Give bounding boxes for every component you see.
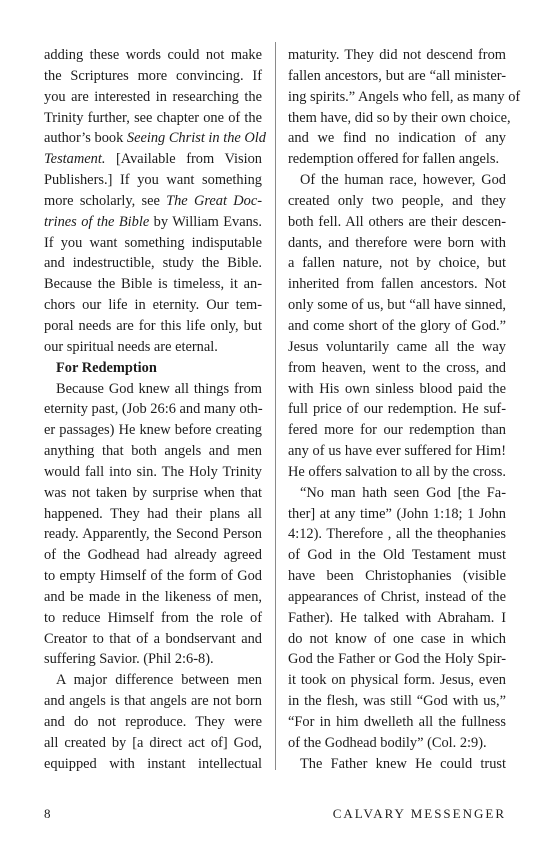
line-text: have been Christophanies (visible xyxy=(288,568,506,585)
line-text: and we find no indication of any xyxy=(288,130,506,147)
line-text: fered more for our redemption than xyxy=(288,422,506,439)
line-text: full price of our redemption. He suf- xyxy=(288,401,506,418)
line-text: happened. They had their plans all xyxy=(44,505,262,522)
line-text: author’s book xyxy=(44,130,127,147)
text-line xyxy=(44,670,262,691)
line-text: would fall into sin. The Holy Trinity xyxy=(44,463,262,480)
text-line xyxy=(288,233,506,254)
text-line xyxy=(44,441,262,462)
text-line xyxy=(288,295,506,316)
section-heading xyxy=(44,358,262,379)
line-text: er passages) He knew before creating xyxy=(44,422,262,439)
text-line xyxy=(44,483,262,504)
line-text: Because God knew all things from xyxy=(56,380,262,397)
running-head: CALVARY MESSENGER xyxy=(332,806,506,821)
text-line xyxy=(44,316,262,337)
line-text: do not know of one case in which xyxy=(288,630,506,647)
book-title: trines of the Bible xyxy=(44,213,150,230)
line-text: it took on physical form. Jesus, even xyxy=(288,672,506,689)
line-text: Creator to that of a bondservant and xyxy=(44,630,262,647)
line-text: both fell. All others are their descen- xyxy=(288,213,506,230)
text-line xyxy=(288,316,506,337)
line-text: Trinity further, see chapter one of the xyxy=(44,109,262,126)
line-text: a fallen nature, not by choice, but xyxy=(288,255,506,272)
line-text: Of the human race, however, God xyxy=(300,172,506,189)
text-line xyxy=(288,253,506,274)
text-line xyxy=(288,608,506,629)
left-column xyxy=(44,45,266,775)
line-text: only some of us, but “all have sinned, xyxy=(288,297,506,314)
text-line xyxy=(288,587,506,608)
line-text: created only two people, and they xyxy=(288,192,506,209)
line-text: He offers salvation to all by the cross. xyxy=(288,463,506,480)
text-line xyxy=(44,45,262,66)
text-line xyxy=(44,754,262,775)
text-line xyxy=(44,108,262,129)
line-text: fallen ancestors, but are “all minister- xyxy=(288,67,506,84)
text-line xyxy=(288,212,506,233)
text-line xyxy=(288,712,506,733)
line-text: eternity past, (Job 26:6 and many oth- xyxy=(44,401,263,418)
line-text: inherited from fallen ancestors. Not xyxy=(288,276,506,293)
text-line xyxy=(288,441,506,462)
text-line xyxy=(288,420,506,441)
text-line xyxy=(288,504,506,525)
text-line xyxy=(44,629,262,650)
text-line xyxy=(44,420,262,441)
page-number: 8 xyxy=(44,806,51,821)
line-text: of the Godhead bodily” (Col. 2:9). xyxy=(288,734,487,751)
line-text: Because the Bible is timeless, it an- xyxy=(44,276,262,293)
text-line xyxy=(288,545,506,566)
text-line xyxy=(288,45,506,66)
column-divider xyxy=(275,42,276,770)
text-line xyxy=(44,691,262,712)
text-line xyxy=(288,170,506,191)
text-line xyxy=(288,462,506,483)
text-line xyxy=(288,733,506,754)
text-line xyxy=(44,170,262,191)
line-text: with His own sinless blood paid the xyxy=(288,380,506,397)
text-line xyxy=(288,399,506,420)
line-text: dants, and therefore were born with xyxy=(288,234,506,251)
line-text: our spiritual needs are eternal. xyxy=(44,338,218,355)
line-text: you are interested in researching the xyxy=(44,88,262,105)
text-line xyxy=(44,608,262,629)
line-text: Jesus voluntarily came all the way xyxy=(288,338,506,355)
line-text: and come short of the glory of God.” xyxy=(288,317,506,334)
line-text: God the Father or God the Holy Spir- xyxy=(288,651,506,668)
line-text: A major difference between men xyxy=(56,672,262,689)
text-line xyxy=(44,712,262,733)
text-line xyxy=(44,337,262,358)
text-line xyxy=(44,233,262,254)
text-line xyxy=(44,87,262,108)
text-line xyxy=(44,149,262,170)
line-text: and be made in the likeness of men, xyxy=(44,588,262,605)
text-line xyxy=(44,733,262,754)
line-text: all created by [a direct act of] God, xyxy=(44,734,262,751)
text-line xyxy=(44,295,262,316)
text-line xyxy=(44,649,262,670)
text-line xyxy=(44,524,262,545)
line-text: the Scriptures more convincing. If xyxy=(44,67,262,84)
line-text: them have, did so by their own choice, xyxy=(288,109,511,126)
book-title: Seeing Christ in the Old xyxy=(126,130,266,147)
line-text: redemption offered for fallen angels. xyxy=(288,151,500,168)
text-line xyxy=(44,66,262,87)
line-text: to reduce Himself from the role of xyxy=(44,609,262,626)
text-line xyxy=(44,462,262,483)
line-text: of God in the Old Testament must xyxy=(288,547,506,564)
line-text: from heaven, went to the cross, and xyxy=(288,359,506,376)
text-line xyxy=(288,691,506,712)
line-text: poral needs are for this life only, but xyxy=(44,317,262,334)
line-text: and indestructible, study the Bible. xyxy=(44,255,262,272)
text-line xyxy=(44,545,262,566)
text-line xyxy=(288,524,506,545)
line-text: ther] at any time” (John 1:18; 1 John xyxy=(288,505,506,522)
text-line xyxy=(44,587,262,608)
text-line xyxy=(288,670,506,691)
text-line xyxy=(44,379,262,400)
line-text: equipped with instant intellectual xyxy=(44,755,262,772)
text-line xyxy=(44,274,262,295)
line-text: by William Evans. xyxy=(149,213,262,230)
line-text: anything that both angels and men xyxy=(44,443,262,460)
text-line xyxy=(288,379,506,400)
text-line xyxy=(44,504,262,525)
right-column xyxy=(288,45,521,775)
line-text: appearances of Christ, instead of the xyxy=(288,588,506,605)
book-title: The Great Doc- xyxy=(166,192,262,209)
line-text: The Father knew He could trust xyxy=(300,755,506,772)
line-text: Father). He talked with Abraham. I xyxy=(288,609,506,626)
text-line xyxy=(288,337,506,358)
line-text: For Redemption xyxy=(56,359,157,376)
text-line xyxy=(288,483,506,504)
line-text: ready. Apparently, the Second Person xyxy=(44,526,262,543)
line-text: and angels is that angels are not born xyxy=(44,693,262,710)
text-line xyxy=(44,212,262,233)
text-line xyxy=(288,358,506,379)
text-line xyxy=(288,274,506,295)
text-line xyxy=(288,66,506,87)
text-line xyxy=(288,128,506,149)
line-text: Publishers.] If you want something xyxy=(44,172,262,189)
line-text: [Available from Vision xyxy=(105,151,262,168)
line-text: to empty Himself of the form of God xyxy=(44,568,262,585)
line-text: in the flesh, was still “God with us,” xyxy=(288,693,506,710)
line-text: more scholarly, see xyxy=(44,192,167,209)
text-line xyxy=(288,754,506,775)
text-line xyxy=(44,253,262,274)
line-text: suffering Savior. (Phil 2:6-8). xyxy=(44,651,214,668)
line-text: was not taken by surprise when that xyxy=(44,484,262,501)
line-text: If you want something indisputable xyxy=(44,234,262,251)
line-text: any of us have ever suffered for Him! xyxy=(288,443,506,460)
line-text: adding these words could not make xyxy=(44,47,262,63)
text-line xyxy=(288,87,521,108)
text-line xyxy=(288,149,506,170)
text-line xyxy=(288,108,511,129)
book-title: Testament. xyxy=(44,151,106,168)
line-text: chors our life in eternity. Our tem- xyxy=(44,297,262,314)
line-text: “No man hath seen God [the Fa- xyxy=(300,484,506,501)
text-line xyxy=(44,191,262,212)
text-line xyxy=(44,128,266,149)
line-text: “For in him dwelleth all the fullness xyxy=(288,714,506,730)
line-text: of the Godhead had already agreed xyxy=(44,547,262,564)
line-text: maturity. They did not descend from xyxy=(288,47,506,63)
line-text: ing spirits.” Angels who fell, as many of xyxy=(288,88,521,105)
text-line xyxy=(44,399,262,420)
text-line xyxy=(288,649,506,670)
line-text: 4:12). Therefore , all the theophanies xyxy=(288,526,506,543)
text-line xyxy=(288,629,506,650)
text-line xyxy=(288,566,506,587)
text-line xyxy=(44,566,262,587)
line-text: and do not reproduce. They were xyxy=(44,714,262,730)
text-line xyxy=(288,191,506,212)
